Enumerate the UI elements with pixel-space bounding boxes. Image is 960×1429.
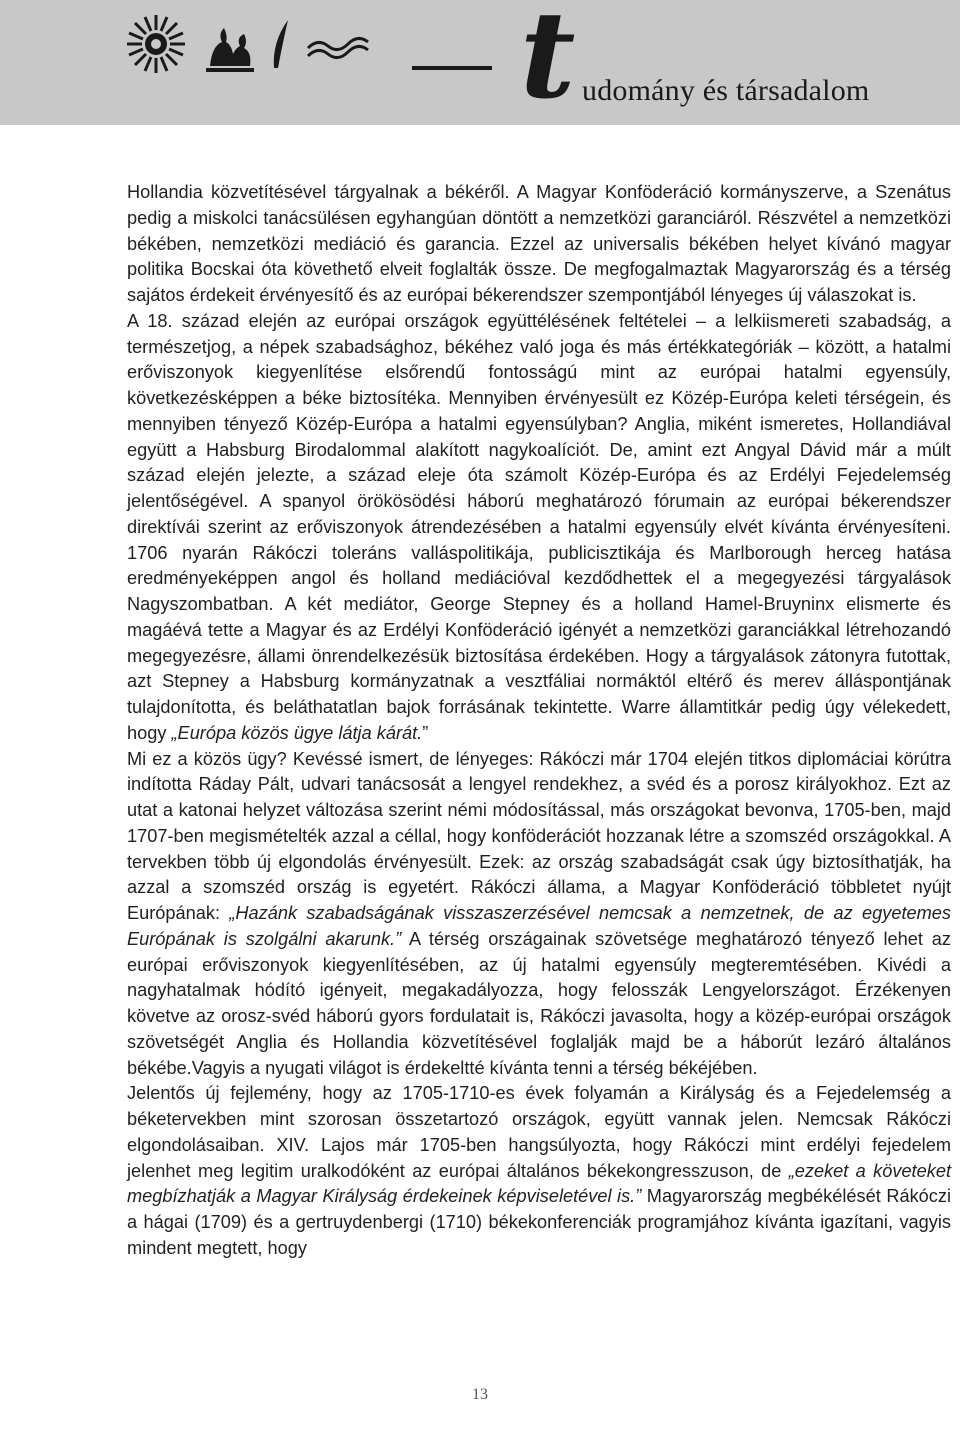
- quote: „Európa közös ügye látja kárát.: [171, 722, 423, 743]
- section-initial-letter: t: [520, 0, 576, 126]
- header-rule: [412, 66, 492, 70]
- paragraph: Mi ez a közös ügy? Kevéssé ismert, de lényeges: Rákóczi már 1704 elején titkos diplomáciai körútra indította Ráday Pált, udvari tanácsosát a lengyel rendekhez, a svéd és a porosz királyokhoz. Ezt az utat a katonai helyzet változása szerint némi módosítással, más országokat bevonva, 1705-ben, majd 1707-ben megismételték azzal a céllal, hogy konföderációt hozzanak létre a szomszéd országokkal. A tervekben több új elgondolás érvényesült. Ezek: az ország szabadságát csak úgy biztosíthatják, ha azzal a szomszéd ország is egyetért. Rákóczi állama, a Magyar Konföderáció többletet nyújt Európának: „Hazánk szabadságának visszaszerzésével nemcsak a nemzetnek, de az egyetemes Európának is szolgálni akarunk.” A térség országainak szövetsége meghatározó tényező lehet az európai erőviszonyok kiegyenlítésében, az új hatalmi egyensúly megteremtésében. Kivédi a nagyhatalmak hódító igényeit, megakadályozza, hogy felosszák Lengyelországot. Érzékenyen követve az orosz-svéd háború gyors fordulatait is, Rákóczi javasolta, hogy a közép-európai országok szövetségét Anglia és Hollandia közvetítésével foglalják majd be a háborút lezáró általános békébe.Vagyis a nyugati világot is érdekeltté kívánta tenni a térség békéjében.: [127, 748, 951, 1078]
- paragraph: A 18. század elején az európai országok együttélésének feltételei – a lelkiismereti szabadság, a természetjog, a népek szabadsághoz, békéhez való joga és más értékkategóriák – között, a hatalmi erőviszonyok kiegyenlítése elsőrendű fontosságú mint az európai hatalmi egyensúly, következésképpen a béke biztosítéka. Mennyiben érvényesült ez Közép-Európa keleti térségein, és mennyiben tényező Közép-Európa a hatalmi egyensúlyban? Anglia, miként ismeretes, Hollandiával együtt a Habsburg Birodalommal alakított nagykoalíciót. De, amint ezt Angyal Dávid már a múlt század elején jelezte, a század eleje óta számolt Közép-Európa és az Erdélyi Fejedelemség jelentőségével. A spanyol örökösödési háború meghatározó fórumain az európai békerendszer direktívái szerint az erőviszonyok átrendezésében a hatalmi egyensúly elvét kívánta érvényesíteni. 1706 nyarán Rákóczi toleráns valláspolitikája, publicisztikája és Marlborough herceg hatása eredményeképpen angol és holland mediációval kezdődhettek el a megegyezési tárgyalások Nagyszombatban. A két mediátor, George Stepney és a holland Hamel-Bruyninx elismerte és magáévá tette a Magyar és az Erdélyi Konföderáció igényét a nemzetközi garanciákkal létrehozandó megegyezésre, állami önrendelkezésük biztosítása érdekében. Hogy a tárgyalások zátonyra futottak, azt Stepney a Habsburg kormányzatnak a vesztfáliai normáktól eltérő és merev álláspontjának tulajdonította, és beláthatatlan bajok forrásának tekintette. Warre államtitkár pedig úgy vélekedett, hogy „Európa közös ügye látja kárát.”: [127, 310, 951, 743]
- paragraph: Jelentős új fejlemény, hogy az 1705-1710-es évek folyamán a Királyság és a Fejedelemség a béketervekben mint szorosan összetartozó országok, együtt vannak jelen. Nemcsak Rákóczi elgondolásaiban. XIV. Lajos már 1705-ben hangsúlyozta, hogy Rákóczi mint erdélyi fejedelem jelenhet meg legitim uralkodóként az európai általános békekongresszuson, de „ezeket a követeket megbízhatják a Magyar Királyság érdekeinek képviseletével is.” Magyarország megbékélését Rákóczi a hágai (1709) és a gertruydenbergi (1710) békekonferenciák programjához kívánta igazítani, vagyis mindent megtett, hogy: [127, 1083, 951, 1258]
- paragraph: Hollandia közvetítésével tárgyalnak a békéről. A Magyar Konföderáció kormányszerve, a Szenátus pedig a miskolci tanácsülésen egyhangúan döntött a nemzetközi garanciáról. Részvétel a nemzetközi békében, nemzetközi mediáció és garancia. Ezzel az universalis békében helyet kívánó magyar politika Bocskai óta követhető elveit foglalták össze. De megfogalmaztak Magyarország és a térség sajátos érdekeit érvényesítő és az európai békerendszer szempontjából lényeges új válaszokat is.: [127, 182, 951, 305]
- section-title: udomány és társadalom: [582, 74, 870, 107]
- decorative-logo-icon: [122, 12, 382, 76]
- quote: „Hazánk szabadságának visszaszerzésével nemcsak a nemzetnek, de az egyetemes Európának is szolgálni akarunk.”: [127, 903, 951, 949]
- page-number: 13: [472, 1386, 488, 1403]
- page-header: [0, 0, 960, 125]
- quote: „ezeket a követeket megbízhatják a Magyar Királyság érdekeinek képviseletével is.”: [127, 1160, 951, 1207]
- article-body: [127, 180, 951, 1262]
